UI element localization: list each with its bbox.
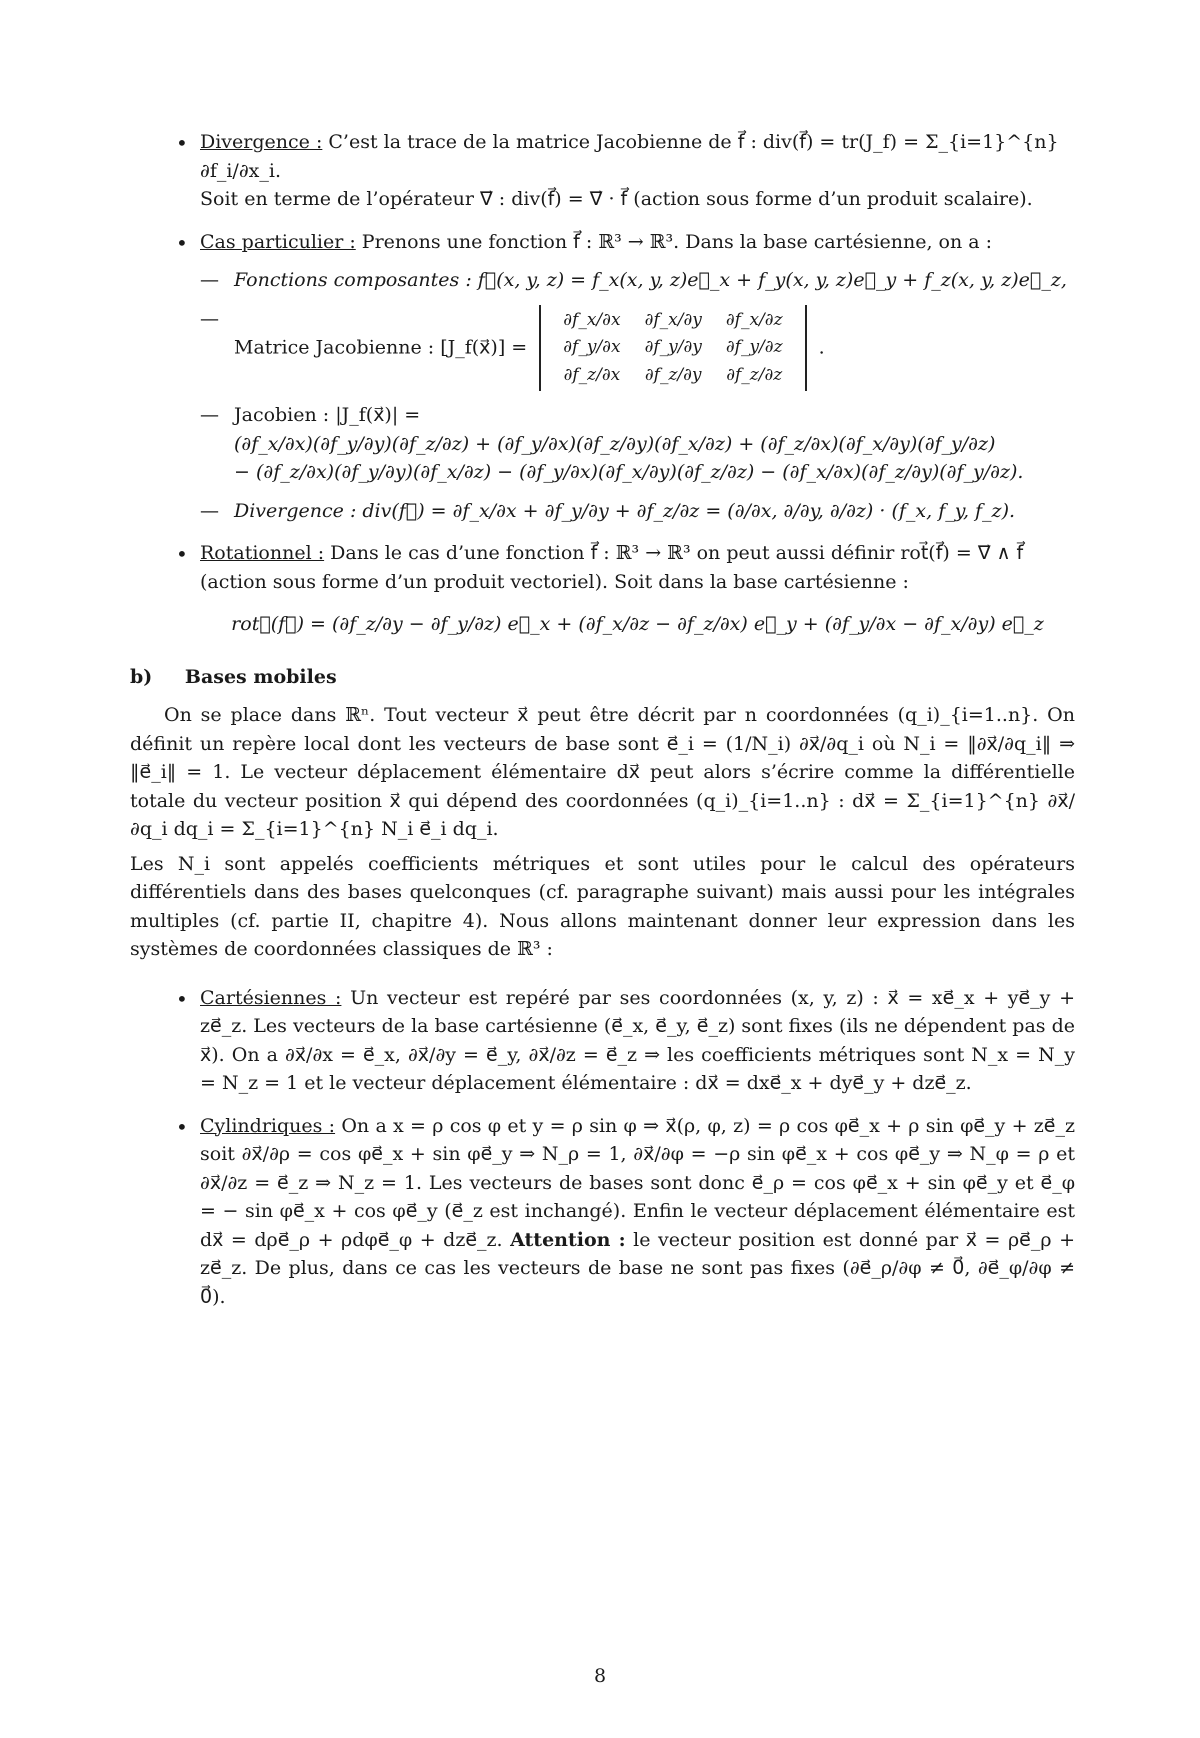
sub-list xyxy=(200,266,1075,525)
section-title: Bases mobiles xyxy=(184,665,337,688)
item-text: Un vecteur est repéré par ses coordonnées (x, y, z) : x⃗ = xe⃗_x + ye⃗_y + ze⃗_z. Les vecteurs de la base cartésienne (e⃗_x, e⃗_y, e⃗_z) sont fixes (ils ne dépendent pas de x⃗). On a ∂x⃗/∂x = e⃗_x, ∂x⃗/∂y = e⃗_y, ∂x⃗/∂z = e⃗_z ⇒ les coefficients métriques sont N_x = N_y = N_z = 1 et le vecteur déplacement élémentaire : dx⃗ = dxe⃗_x + dye⃗_y + dze⃗_z. xyxy=(200,986,1075,1094)
jacobien-line-1: (∂f_x/∂x)(∂f_y/∂y)(∂f_z/∂z) + (∂f_y/∂x)(∂f_z/∂y)(∂f_x/∂z) + (∂f_z/∂x)(∂f_x/∂y)(∂f_y/∂z) xyxy=(234,432,996,455)
item-label: Cas particulier : xyxy=(200,230,356,253)
rotationnel-formula: rot⃗(f⃗) = (∂f_z/∂y − ∂f_y/∂z) e⃗_x + (∂f_x/∂z − ∂f_z/∂x) e⃗_y + (∂f_y/∂x − ∂f_x/∂y) e⃗_z xyxy=(231,613,1044,635)
sub-item-jacobien xyxy=(200,401,1075,487)
section-heading xyxy=(130,663,1075,692)
item-text: C’est la trace de la matrice Jacobienne de f⃗ : div(f⃗) = tr(J_f) = Σ_{i=1}^{n} ∂f_i/∂x_i. xyxy=(200,131,1059,182)
section-number: b) xyxy=(130,665,153,688)
matrix-cell: ∂f_x/∂y xyxy=(644,309,702,330)
operators-list xyxy=(130,128,1075,639)
item-text-2: (action sous forme d’un produit vectoriel). Soit dans la base cartésienne : xyxy=(200,570,909,593)
jacobien-formula xyxy=(234,430,1023,487)
item-label: Cartésiennes : xyxy=(200,986,342,1009)
divergence-formula: Divergence : div(f⃗) = ∂f_x/∂x + ∂f_y/∂y + ∂f_z/∂z = (∂/∂x, ∂/∂y, ∂/∂z) · (f_x, f_y, f_z). xyxy=(234,499,1016,522)
list-item-cas-particulier xyxy=(130,228,1075,526)
matrice-label: Matrice Jacobienne : [J_f(x⃗)] = xyxy=(234,335,528,358)
matrix-cell: ∂f_x/∂x xyxy=(563,309,621,330)
matrice-end: . xyxy=(818,335,825,358)
item-text-2: le vecteur position est donné par x⃗ = ρe⃗_ρ + ze⃗_z. De plus, dans ce cas les vecteurs de base ne sont pas fixes (∂e⃗_ρ/∂φ ≠ 0⃗, ∂e⃗_φ/∂φ ≠ 0⃗). xyxy=(200,1228,1075,1308)
matrix-cell: ∂f_z/∂y xyxy=(644,364,702,385)
matrix-cell: ∂f_z/∂x xyxy=(563,364,621,385)
list-item-rotationnel xyxy=(130,539,1075,639)
jacobien-label: Jacobien : |J_f(x⃗)| = xyxy=(234,404,421,426)
matrix-cell: ∂f_y/∂y xyxy=(644,337,702,357)
matrix-cell: ∂f_x/∂z xyxy=(725,309,783,330)
item-label: Cylindriques : xyxy=(200,1114,336,1137)
matrix-cell: ∂f_y/∂x xyxy=(563,337,621,357)
list-item-cartesiennes xyxy=(130,984,1075,1098)
jacobien-line-2: − (∂f_z/∂x)(∂f_y/∂y)(∂f_x/∂z) − (∂f_y/∂x)(∂f_x/∂y)(∂f_z/∂z) − (∂f_x/∂x)(∂f_z/∂y)(∂f_y/∂z). xyxy=(234,461,1024,483)
item-text: Dans le cas d’une fonction f⃗ : ℝ³ → ℝ³ on peut aussi définir rot⃗(f⃗) = ∇⃗ ∧ f⃗ xyxy=(330,542,1024,564)
coordinates-list xyxy=(130,984,1075,1312)
page-content xyxy=(130,128,1075,1325)
item-label: Divergence : xyxy=(200,131,323,153)
sub-item-composantes xyxy=(200,266,1075,295)
item-text: Prenons une fonction f⃗ : ℝ³ → ℝ³. Dans la base cartésienne, on a : xyxy=(361,230,993,253)
sub-item-divergence xyxy=(200,497,1075,526)
attention-label: Attention : xyxy=(510,1228,626,1251)
sub-item-matrice xyxy=(200,305,1075,392)
page-number: 8 xyxy=(593,1665,607,1687)
composantes-text: Fonctions composantes : f⃗(x, y, z) = f_x(x, y, z)e⃗_x + f_y(x, y, z)e⃗_y + f_z(x, y, z)e⃗_z, xyxy=(234,269,1067,291)
list-item-cylindriques xyxy=(130,1112,1075,1312)
jacobian-matrix xyxy=(539,305,806,392)
paragraph: Les N_i sont appelés coefficients métriques et sont utiles pour le calcul des opérateurs différentiels dans des bases quelconques (cf. paragraphe suivant) mais aussi pour les intégrales multiples (cf. partie II, chapitre 4). Nous allons maintenant donner leur expression dans les systèmes de coordonnées classiques de ℝ³ : xyxy=(130,852,1075,960)
paragraph: On se place dans ℝⁿ. Tout vecteur x⃗ peut être décrit par n coordonnées (q_i)_{i=1..n}. On définit un repère local dont les vecteurs de base sont e⃗_i = (1/N_i) ∂x⃗/∂q_i où N_i = ‖∂x⃗/∂q_i‖ ⇒ ‖e⃗_i‖ = 1. Le vecteur déplacement élémentaire dx⃗ peut alors s’écrire comme la différentielle totale du vecteur position x⃗ qui dépend des coordonnées (q_i)_{i=1..n} : dx⃗ = Σ_{i=1}^{n} ∂x⃗/∂q_i dq_i = Σ_{i=1}^{n} N_i e⃗_i dq_i. xyxy=(130,704,1075,840)
item-label: Rotationnel : xyxy=(200,542,325,564)
list-item-divergence xyxy=(130,128,1075,214)
matrix-cell: ∂f_y/∂z xyxy=(725,337,783,357)
item-text: On a x = ρ cos φ et y = ρ sin φ ⇒ x⃗(ρ, φ, z) = ρ cos φe⃗_x + ρ sin φe⃗_y + ze⃗_z soit ∂x⃗/∂ρ = cos φe⃗_x + sin φe⃗_y ⇒ N_ρ = 1, ∂x⃗/∂φ = −ρ sin φe⃗_x + cos φe⃗_y ⇒ N_φ = ρ et ∂x⃗/∂z = e⃗_z ⇒ N_z = 1. Les vecteurs de bases sont donc e⃗_ρ = cos φe⃗_x + sin φe⃗_y et e⃗_φ = − sin φe⃗_x + cos φe⃗_y (e⃗_z est inchangé). Enfin le vecteur déplacement élémentaire est dx⃗ = dρe⃗_ρ + ρdφe⃗_φ + dze⃗_z. xyxy=(200,1114,1075,1251)
matrix-cell: ∂f_z/∂z xyxy=(726,364,783,385)
item-text-2: Soit en terme de l’opérateur ∇⃗ : div(f⃗) = ∇⃗ · f⃗ (action sous forme d’un produit scalaire). xyxy=(200,188,1033,210)
